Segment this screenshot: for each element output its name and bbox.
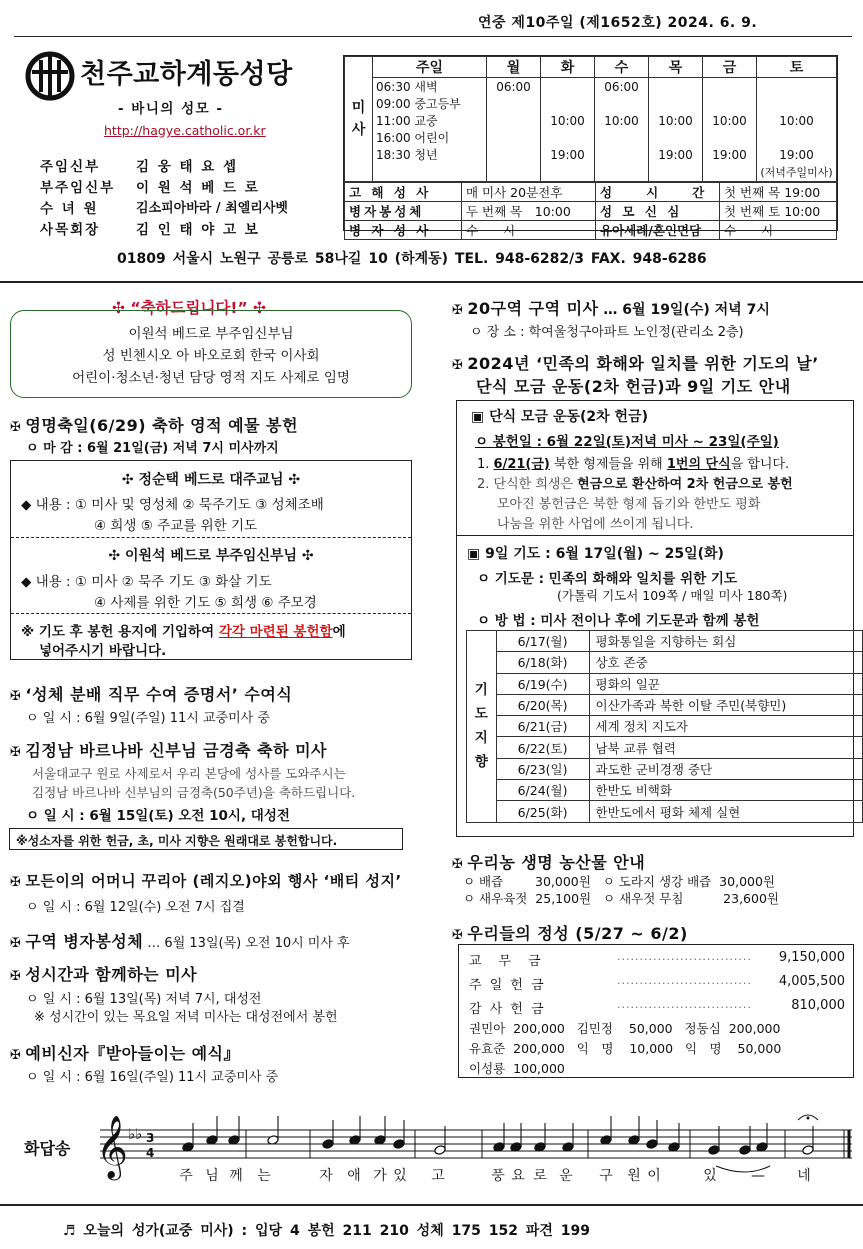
district-mass-title: ✠ 20구역 구역 미사 … 6월 19일(수) 저녁 7시 [452, 299, 770, 318]
offering-note: 넣어주시기 바랍니다. [39, 643, 167, 659]
prayer-intention-table [466, 630, 863, 823]
intention-text: 평화의 일꾼 [589, 673, 863, 694]
congrats-box [10, 310, 412, 398]
mass-schedule [343, 55, 838, 238]
sick-communion-title: ✠ 구역 병자봉성체 … 6월 13일(목) 오전 10시 미사 후 [10, 932, 350, 951]
feast-deadline: ㅇ 마 감 : 6월 21일(금) 저녁 7시 미사까지 [26, 441, 279, 456]
service-time: 수 시 [720, 221, 837, 240]
congrats-line: 성 빈첸시오 아 바오로회 한국 이사회 [102, 348, 320, 364]
spiritual-offering-box [10, 460, 412, 660]
day-header: 목 [649, 57, 703, 78]
mass-label: 미 사 [345, 57, 373, 182]
staff-row [40, 155, 318, 175]
lyric-syllable: 로 [533, 1168, 547, 1184]
staff-row [40, 218, 318, 238]
lyric-syllable: 애 [347, 1168, 361, 1184]
responsorial-psalm-score [10, 1102, 855, 1184]
fasting-step: 1. 6/21(금) 북한 형제들을 위해 1번의 단식을 합니다. [477, 457, 790, 472]
time-signature: 4 [146, 1146, 155, 1160]
service-name: 병자봉성체 [345, 202, 462, 221]
farm-products-title: ✠ 우리농 생명 농산물 안내 [452, 853, 646, 872]
fasting-step: 모아진 봉헌금은 북한 형제 돕기와 한반도 평화 [497, 497, 761, 512]
service-name: 유아세례/혼인면담 [596, 221, 720, 240]
cross-icon: ✠ [10, 969, 22, 984]
product-line: ㅇ 새우육젓 25,100원 ㅇ 새우젓 무침 23,600원 [463, 891, 779, 906]
mass-time: 06:30 새벽 [376, 80, 438, 94]
staff-role: 사목회장 [40, 222, 101, 238]
offering-amount: 4,005,500 [778, 974, 845, 989]
day-header: 화 [541, 57, 595, 78]
intention-date: 6/20(목) [496, 694, 589, 715]
lyric-syllable: 가 [373, 1168, 387, 1184]
staff-role: 수 녀 원 [40, 201, 99, 217]
congrats-title: ✣ “축하드립니다!” ✣ [112, 299, 267, 317]
novena-title: ▣ 9일 기도 : 6월 17일(월) ~ 25일(화) [467, 546, 724, 562]
church-logo-icon [24, 50, 76, 102]
cross-icon: ✠ [452, 358, 464, 373]
holy-hour-title: ✠ 성시간과 함께하는 미사 [10, 965, 198, 984]
cross-icon: ✠ [10, 875, 22, 890]
novena-prayer: ㅇ 기도문 : 민족의 화해와 일치를 위한 기도 [477, 571, 737, 587]
mass-time: 10:00 [550, 114, 585, 128]
offering-title-priest: ✣ 이원석 베드로 부주임신부님 ✣ [108, 548, 314, 564]
mass-note: (저녁주일미사) [760, 166, 833, 179]
novena-method: ㅇ 방 법 : 미사 전이나 후에 기도문과 함께 봉헌 [477, 613, 760, 629]
day-header: 수 [595, 57, 649, 78]
service-name: 성 모 신 심 [596, 202, 720, 221]
intention-text: 한반도에서 평화 체제 실현 [589, 801, 863, 822]
service-name: 병 자 성 사 [345, 221, 462, 240]
staff-name: 김소피아바라 / 최엘리사벳 [136, 201, 288, 216]
staff-role: 부주임신부 [40, 180, 116, 196]
lyric-syllable: 있 [393, 1168, 407, 1184]
congrats-line: 어린이·청소년·청년 담당 영적 지도 사제로 임명 [72, 370, 350, 386]
legio-event-time: ㅇ 일 시 : 6월 12일(수) 오전 7시 집결 [26, 900, 245, 915]
fasting-date: ㅇ 봉헌일 : 6월 22일(토)저녁 미사 ~ 23일(주일) [475, 434, 779, 450]
note-head [322, 1139, 334, 1150]
friday-times [703, 78, 757, 182]
dashed-divider [11, 537, 411, 538]
mass-time: 10:00 [658, 114, 693, 128]
cross-icon: ✠ [452, 928, 464, 943]
offering-title-archbishop: ✣ 정순택 베드로 대주교님 ✣ [121, 472, 301, 488]
music-notes [182, 1116, 814, 1155]
todays-hymns: ♬ 오늘의 성가(교중 미사) : 입당 4 봉헌 211 210 성체 175 152 파견 199 [63, 1223, 590, 1239]
box-divider [457, 535, 853, 536]
mass-time: 19:00 [779, 148, 814, 162]
intention-text: 상호 존중 [589, 652, 863, 673]
offering-content: ◆ 내용 : ① 미사 ② 묵주 기도 ③ 화살 기도 [21, 574, 272, 590]
fasting-step: 나눔을 위한 사업에 쓰이게 됩니다. [497, 517, 694, 532]
intention-text: 남북 교류 협력 [589, 737, 863, 758]
donor-line: 유효준 200,000 익 명 10,000 익 명 50,000 [469, 1041, 782, 1056]
service-time: 첫 번째 목 19:00 [720, 183, 837, 202]
offering-note: ※ 기도 후 봉헌 용지에 기입하여 각각 마련된 봉헌함에 [21, 624, 346, 640]
lyric-syllable: 주 [179, 1168, 193, 1184]
note-head [646, 1139, 658, 1150]
jubilee-text: 김정남 바르나바 신부님의 금경축(50주년)을 축하드립니다. [32, 785, 356, 800]
lyric-syllable: 고 [431, 1168, 445, 1184]
mass-time: 10:00 [712, 114, 747, 128]
note-head [802, 1145, 814, 1156]
feast-section-title: ✠ 영명축일(6/29) 축하 영적 예물 봉헌 [10, 416, 299, 435]
cross-icon: ✠ [10, 420, 22, 435]
intention-date: 6/17(월) [496, 631, 589, 652]
note-head [434, 1145, 446, 1156]
product-line: ㅇ 배즙 30,000원 ㅇ 도라지 생강 배즙 30,000원 [463, 874, 775, 889]
day-header: 토 [757, 57, 837, 78]
lyric-syllable: 요 [511, 1168, 525, 1184]
eucharist-cert-title: ✠ ‘성체 분배 직무 수여 증명서’ 수여식 [10, 685, 293, 704]
service-name: 고 해 성 사 [345, 183, 462, 202]
staff-role: 주임신부 [40, 159, 101, 175]
cross-icon: ✠ [452, 303, 464, 318]
day-header: 주일 [373, 57, 487, 78]
church-url-link[interactable]: http://hagye.catholic.or.kr [104, 123, 266, 138]
dotted-leader: ······························ [617, 1001, 752, 1014]
offering-box [458, 944, 854, 1078]
cross-icon: ✠ [10, 745, 22, 760]
farm-products-list [463, 873, 779, 907]
lyric-syllable: 풍 [491, 1168, 505, 1184]
footer-divider [0, 1204, 863, 1206]
header-divider [0, 281, 863, 283]
donor-line: 이성룡 100,000 [469, 1061, 565, 1076]
lyric-syllable: 자 [319, 1168, 333, 1184]
service-time: 매 미사 20분전후 [462, 183, 596, 202]
service-time: 첫 번째 토 10:00 [720, 202, 837, 221]
offering-item: 교 무 금 [469, 954, 543, 969]
mass-time-table [344, 56, 837, 182]
top-divider [14, 36, 852, 37]
offering-content: ◆ 내용 : ① 미사 및 영성체 ② 묵주기도 ③ 성체조배 [21, 497, 324, 513]
staff-row [40, 176, 318, 196]
mass-time: 18:30 청년 [376, 148, 438, 162]
staff-name: 김 웅 태 요 셉 [136, 159, 239, 175]
lyric-syllable: 이 [647, 1168, 661, 1184]
legio-event-title: ✠ 모든이의 어머니 꾸리아 (레지오)야외 행사 ‘배티 성지’ [10, 872, 402, 890]
fasting-title: ▣ 단식 모금 운동(2차 헌금) [471, 409, 648, 425]
intention-date: 6/19(수) [496, 673, 589, 694]
catechumen-time: ㅇ 일 시 : 6월 16일(주일) 11시 교중미사 중 [26, 1070, 279, 1085]
offering-title: ✠ 우리들의 정성 (5/27 ~ 6/2) [452, 924, 688, 943]
mass-time: 19:00 [658, 148, 693, 162]
intention-date: 6/23(일) [496, 758, 589, 779]
intention-date: 6/25(화) [496, 801, 589, 822]
lyric-syllable: — [751, 1168, 765, 1184]
fermata-dot [807, 1117, 810, 1120]
time-signature: 3 [146, 1131, 155, 1145]
offering-item: 주 일 헌 금 [469, 978, 546, 993]
mass-time: 10:00 [779, 114, 814, 128]
psalm-label: 화답송 [24, 1139, 71, 1158]
lyric-syllable: 있 [703, 1168, 717, 1184]
church-subtitle: - 바니의 성모 - [118, 101, 224, 117]
novena-prayer-page: (가톨릭 기도서 109쪽 / 매일 미사 180쪽) [557, 588, 788, 603]
lyric-syllable: 네 [797, 1168, 811, 1184]
intention-date: 6/18(화) [496, 652, 589, 673]
lyric-syllable: 께 [229, 1168, 243, 1184]
offering-content: ④ 희생 ⑤ 주교를 위한 기도 [94, 518, 258, 534]
mass-time: 09:00 중고등부 [376, 97, 461, 111]
service-name: 성 시 간 [596, 183, 720, 202]
district-mass-place: ㅇ 장 소 : 학여울청구아파트 노인정(관리소 2층) [470, 325, 744, 340]
intention-text: 과도한 군비경쟁 중단 [589, 758, 863, 779]
mass-time: 19:00 [712, 148, 747, 162]
intention-date: 6/22(토) [496, 737, 589, 758]
mass-time: 16:00 어린이 [376, 131, 450, 145]
jubilee-time: ㅇ 일 시 : 6월 15일(토) 오전 10시, 대성전 [26, 808, 290, 824]
wednesday-times [595, 78, 649, 182]
lyrics [179, 1167, 811, 1184]
jubilee-text: 서울대교구 원로 사제로서 우리 본당에 성사를 도와주시는 [32, 766, 346, 781]
reconciliation-title: ✠ 2024년 ‘민족의 화해와 일치를 위한 기도의 날’ [452, 354, 819, 373]
dotted-leader: ······························ [617, 953, 752, 966]
thursday-times [649, 78, 703, 182]
cross-icon: ✠ [10, 1048, 22, 1063]
intention-text: 세계 정치 지도자 [589, 716, 863, 737]
church-name: 천주교하계동성당 [80, 59, 293, 90]
intention-date: 6/21(금) [496, 716, 589, 737]
cross-icon: ✠ [452, 857, 464, 872]
cross-icon: ✠ [10, 936, 22, 951]
eucharist-cert-time: ㅇ 일 시 : 6월 9일(주일) 11시 교중미사 중 [26, 711, 270, 726]
dotted-leader: ······························ [617, 977, 752, 990]
lyric-syllable: 운 [559, 1168, 573, 1184]
issue-date: 연중 제10주일 (제1652호) 2024. 6. 9. [478, 15, 758, 31]
monday-times [487, 78, 541, 182]
offering-amount: 9,150,000 [778, 950, 845, 965]
lyric-syllable: 님 [205, 1168, 219, 1184]
flat-sign-icon: ♭♭ [128, 1125, 143, 1143]
day-header: 월 [487, 57, 541, 78]
note-head [393, 1139, 405, 1150]
service-time: 두 번째 목 10:00 [462, 202, 596, 221]
intention-text: 이산가족과 북한 이탈 주민(북향민) [589, 694, 863, 715]
address-line: 01809 서울시 노원구 공릉로 58나길 10 (하계동) TEL. 948-6282/3 FAX. 948-6286 [117, 251, 707, 267]
intention-text: 한반도 비핵화 [589, 780, 863, 801]
intention-text: 평화통일을 지향하는 회심 [589, 631, 863, 652]
golden-jubilee-title: ✠ 김정남 바르나바 신부님 금경축 축하 미사 [10, 741, 328, 760]
holy-hour-time: ㅇ 일 시 : 6월 13일(목) 저녁 7시, 대성전 [26, 992, 262, 1007]
mass-time: 10:00 [604, 114, 639, 128]
mass-time: 06:00 [496, 80, 531, 94]
staff-name: 김 인 태 야 고 보 [136, 222, 260, 238]
lyric-syllable: 구 [599, 1168, 613, 1184]
catechumen-title: ✠ 예비신자『받아들이는 예식』 [10, 1044, 240, 1063]
reconciliation-subtitle: 단식 모금 운동(2차 헌금)과 9일 기도 안내 [476, 377, 791, 396]
cross-icon: ✠ [10, 689, 22, 704]
saturday-times [757, 78, 837, 182]
mass-time: 19:00 [550, 148, 585, 162]
sunday-times [373, 78, 487, 182]
lyric-syllable: 는 [257, 1168, 271, 1184]
note-head [708, 1145, 720, 1156]
offering-content: ④ 사제를 위한 기도 ⑤ 희생 ⑥ 주모경 [94, 595, 317, 611]
donor-line: 권민아 200,000 김민정 50,000 정동심 200,000 [469, 1021, 781, 1036]
congrats-line: 이원석 베드로 부주임신부님 [128, 326, 294, 342]
intention-label: 기 도 지 향 [467, 631, 497, 823]
offering-amount: 810,000 [791, 998, 845, 1013]
service-time: 수 시 [462, 221, 596, 240]
holy-hour-note: ※ 성시간이 있는 목요일 저녁 미사는 대성전에서 봉헌 [34, 1010, 338, 1025]
staff-row [40, 197, 318, 217]
mass-time: 06:00 [604, 80, 639, 94]
mass-time: 11:00 교중 [376, 114, 438, 128]
lyric-syllable: 원 [627, 1168, 641, 1184]
tuesday-times [541, 78, 595, 182]
offering-item: 감 사 헌 금 [469, 1002, 546, 1017]
intention-date: 6/24(월) [496, 780, 589, 801]
dashed-divider [11, 613, 411, 614]
vocation-notice: ※성소자를 위한 헌금, 초, 미사 지향은 원래대로 봉헌합니다. [9, 828, 403, 850]
staff-name: 이 원 석 베 드 로 [136, 180, 260, 196]
note-head [739, 1145, 751, 1156]
sacrament-table [344, 182, 837, 240]
fasting-step: 2. 단식한 희생은 현금으로 환산하여 2차 헌금으로 봉헌 [477, 477, 793, 492]
treble-clef-icon: 𝄞 [96, 1115, 128, 1178]
day-header: 금 [703, 57, 757, 78]
